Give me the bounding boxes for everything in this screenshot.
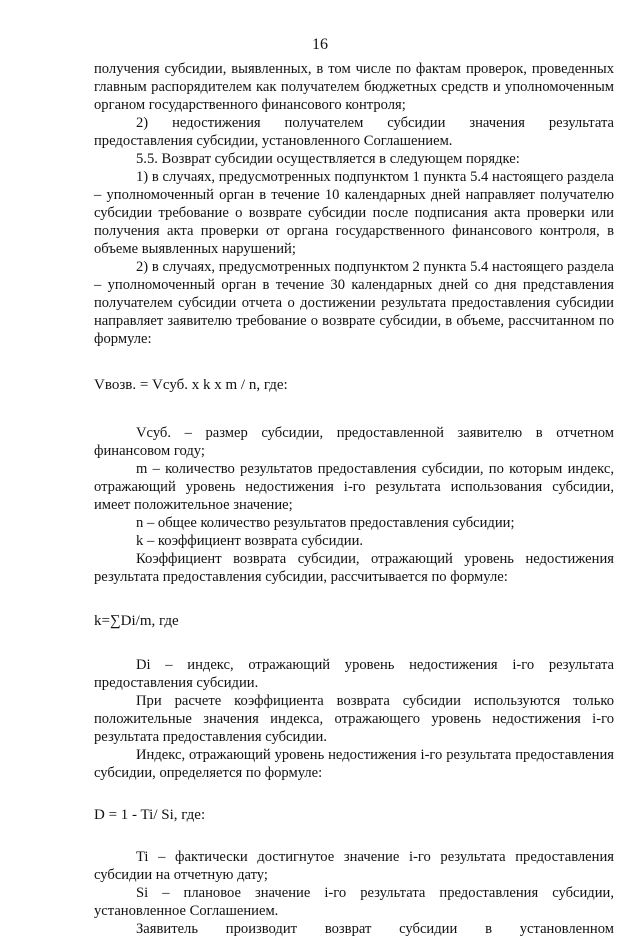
- paragraph: При расчете коэффициента возврата субсидии используются только положительные значения индекса, отражающего уровень недостижения i-го результата предоставления субсидии.: [94, 693, 614, 745]
- formula-coefficient: k=∑Di/m, где: [94, 613, 179, 629]
- paragraph: 2) недостижения получателем субсидии значения результата предоставления субсидии, установленного Соглашением.: [94, 115, 614, 149]
- formula-index: D = 1 - Ti/ Si, где:: [94, 807, 206, 823]
- definition-vsub: Vсуб. – размер субсидии, предоставленной заявителю в отчетном финансовом году;: [94, 425, 614, 459]
- paragraph: 2) в случаях, предусмотренных подпунктом 2 пункта 5.4 настоящего раздела – уполномоченный орган в течение 30 календарных дней со дня представления получателем субсидии отчета о достижении результата предоставления субсидии направляет заявителю требование о возврате субсидии, в объеме, рассчитанном по формуле:: [94, 259, 614, 347]
- definition-di: Di – индекс, отражающий уровень недостижения i-го результата предоставления субсидии.: [94, 657, 614, 691]
- section-heading: 5.5. Возврат субсидии осуществляется в следующем порядке:: [136, 151, 520, 167]
- paragraph: Коэффициент возврата субсидии, отражающий уровень недостижения результата предоставления субсидии, рассчитывается по формуле:: [94, 551, 614, 585]
- definition-n: n – общее количество результатов предоставления субсидии;: [136, 515, 515, 531]
- definition-si: Si – плановое значение i-го результата предоставления субсидии, установленное Соглашением.: [94, 885, 614, 919]
- definition-k: k – коэффициент возврата субсидии.: [136, 533, 364, 549]
- definition-ti: Ti – фактически достигнутое значение i-го результата предоставления субсидии на отчетную дату;: [94, 849, 614, 883]
- definition-m: m – количество результатов предоставления субсидии, по которым индекс, отражающий уровень недостижения i-го результата использования субсидии, имеет положительное значение;: [94, 461, 614, 513]
- paragraph: получения субсидии, выявленных, в том числе по фактам проверок, проведенных главным распорядителем как получателем бюджетных средств и уполномоченным органом государственного финансового контроля;: [94, 61, 614, 113]
- paragraph: 1) в случаях, предусмотренных подпунктом 1 пункта 5.4 настоящего раздела – уполномоченный орган в течение 10 календарных дней направляет получателю субсидии требование о возврате субсидии после подписания акта проверки или получения акта проверки от органа государственного финансового контроля, в объеме выявленных нарушений;: [94, 169, 614, 257]
- paragraph: Индекс, отражающий уровень недостижения i-го результата предоставления субсидии, определяется по формуле:: [94, 747, 614, 781]
- page-number: 16: [312, 36, 328, 53]
- document-body: [94, 60, 614, 938]
- paragraph: Заявитель производит возврат субсидии в установленном: [136, 921, 614, 937]
- formula-refund-volume: Vвозв. = Vсуб. x k x m / n, где:: [94, 377, 288, 393]
